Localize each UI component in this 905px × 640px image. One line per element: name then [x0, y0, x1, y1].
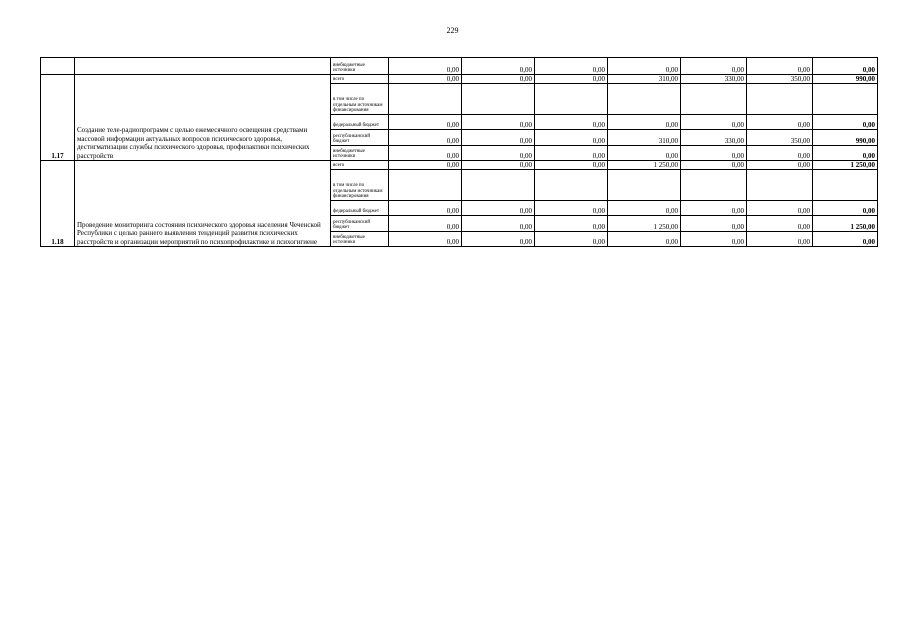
budget-table: [40, 57, 878, 247]
value-cell: 0,00: [389, 75, 462, 84]
source-label: внебюджетные источники: [331, 58, 389, 75]
value-cell: 330,00: [681, 75, 747, 84]
value-cell: 0,00: [462, 58, 535, 75]
value-cell: 0,00: [462, 232, 535, 247]
value-cell: 0,00: [462, 75, 535, 84]
value-cell: 0,00: [389, 201, 462, 216]
value-cell: 0,00: [462, 201, 535, 216]
value-cell: 0,00: [535, 201, 608, 216]
total-cell: 0,00: [813, 201, 878, 216]
value-cell: 0,00: [747, 232, 813, 247]
value-cell: 0,00: [747, 161, 813, 170]
value-cell: 0,00: [608, 58, 681, 75]
value-cell: 0,00: [535, 161, 608, 170]
value-cell: 0,00: [535, 115, 608, 130]
value-cell: 0,00: [389, 58, 462, 75]
value-cell: 0,00: [462, 161, 535, 170]
item-description: Создание теле-радиопрограмм с целью ежемесячного освещения средствами массовой информации актуальных вопросов психического здоровья, дестигматизации службы психического здоровья, профилактики психических расстройств: [75, 75, 331, 161]
value-cell: 0,00: [389, 161, 462, 170]
value-cell: 0,00: [535, 232, 608, 247]
table-row: [41, 161, 878, 170]
value-cell: 350,00: [747, 75, 813, 84]
value-cell: 0,00: [681, 201, 747, 216]
value-cell: 0,00: [535, 58, 608, 75]
value-cell: 0,00: [747, 58, 813, 75]
item-number-cell: [41, 58, 75, 75]
source-label: федеральный бюджет: [331, 115, 389, 130]
value-cell: 0,00: [389, 115, 462, 130]
item-description-cell: [75, 58, 331, 75]
table-row: [41, 58, 878, 75]
value-cell: 0,00: [535, 146, 608, 161]
value-cell: 310,00: [608, 130, 681, 146]
value-cell: 0,00: [535, 216, 608, 232]
value-cell: 0,00: [535, 130, 608, 146]
value-cell: 0,00: [389, 130, 462, 146]
value-cell: 0,00: [608, 232, 681, 247]
item-number: 1.17: [41, 75, 75, 161]
value-cell: 0,00: [462, 216, 535, 232]
value-cell: 0,00: [681, 232, 747, 247]
total-cell: 0,00: [813, 232, 878, 247]
value-cell: 0,00: [608, 146, 681, 161]
value-cell: 0,00: [747, 146, 813, 161]
value-cell: 0,00: [681, 146, 747, 161]
source-label: внебюджетные источники: [331, 232, 389, 247]
source-label: в том числе по отдельным источникам финансирования: [331, 170, 389, 201]
total-cell: 1 250,00: [813, 216, 878, 232]
value-cell: 1 250,00: [608, 161, 681, 170]
value-cell: 0,00: [389, 232, 462, 247]
value-cell: 0,00: [462, 146, 535, 161]
total-cell: 990,00: [813, 75, 878, 84]
value-cell: 0,00: [608, 201, 681, 216]
value-cell: 0,00: [535, 75, 608, 84]
source-label: в том числе по отдельным источникам финансирования: [331, 84, 389, 115]
value-cell: 0,00: [681, 216, 747, 232]
source-label: внебюджетные источники: [331, 146, 389, 161]
total-cell: 1 250,00: [813, 161, 878, 170]
value-cell: 0,00: [681, 115, 747, 130]
value-cell: 0,00: [608, 115, 681, 130]
value-cell: 350,00: [747, 130, 813, 146]
source-label: федеральный бюджет: [331, 201, 389, 216]
source-label: всего: [331, 75, 389, 84]
value-cell: 0,00: [389, 146, 462, 161]
total-cell: 0,00: [813, 58, 878, 75]
value-cell: 0,00: [747, 216, 813, 232]
table-row: [41, 75, 878, 84]
total-cell: 0,00: [813, 146, 878, 161]
source-label: всего: [331, 161, 389, 170]
value-cell: 0,00: [462, 115, 535, 130]
source-label: республиканский бюджет: [331, 130, 389, 146]
item-description: Проведение мониторинга состояния психического здоровья населения Чеченской Республики с целью раннего выявления тенденций развития психических расстройств и организации мероприятий по психопрофилактике и психогигиене: [75, 161, 331, 247]
value-cell: 0,00: [681, 58, 747, 75]
value-cell: 0,00: [681, 161, 747, 170]
value-cell: 1 250,00: [608, 216, 681, 232]
total-cell: 990,00: [813, 130, 878, 146]
item-number: 1.18: [41, 161, 75, 247]
value-cell: 0,00: [389, 216, 462, 232]
value-cell: 0,00: [462, 130, 535, 146]
source-label: республиканский бюджет: [331, 216, 389, 232]
value-cell: 0,00: [747, 201, 813, 216]
value-cell: 310,00: [608, 75, 681, 84]
value-cell: 330,00: [681, 130, 747, 146]
value-cell: 0,00: [747, 115, 813, 130]
total-cell: 0,00: [813, 115, 878, 130]
page-number: 229: [446, 26, 459, 35]
